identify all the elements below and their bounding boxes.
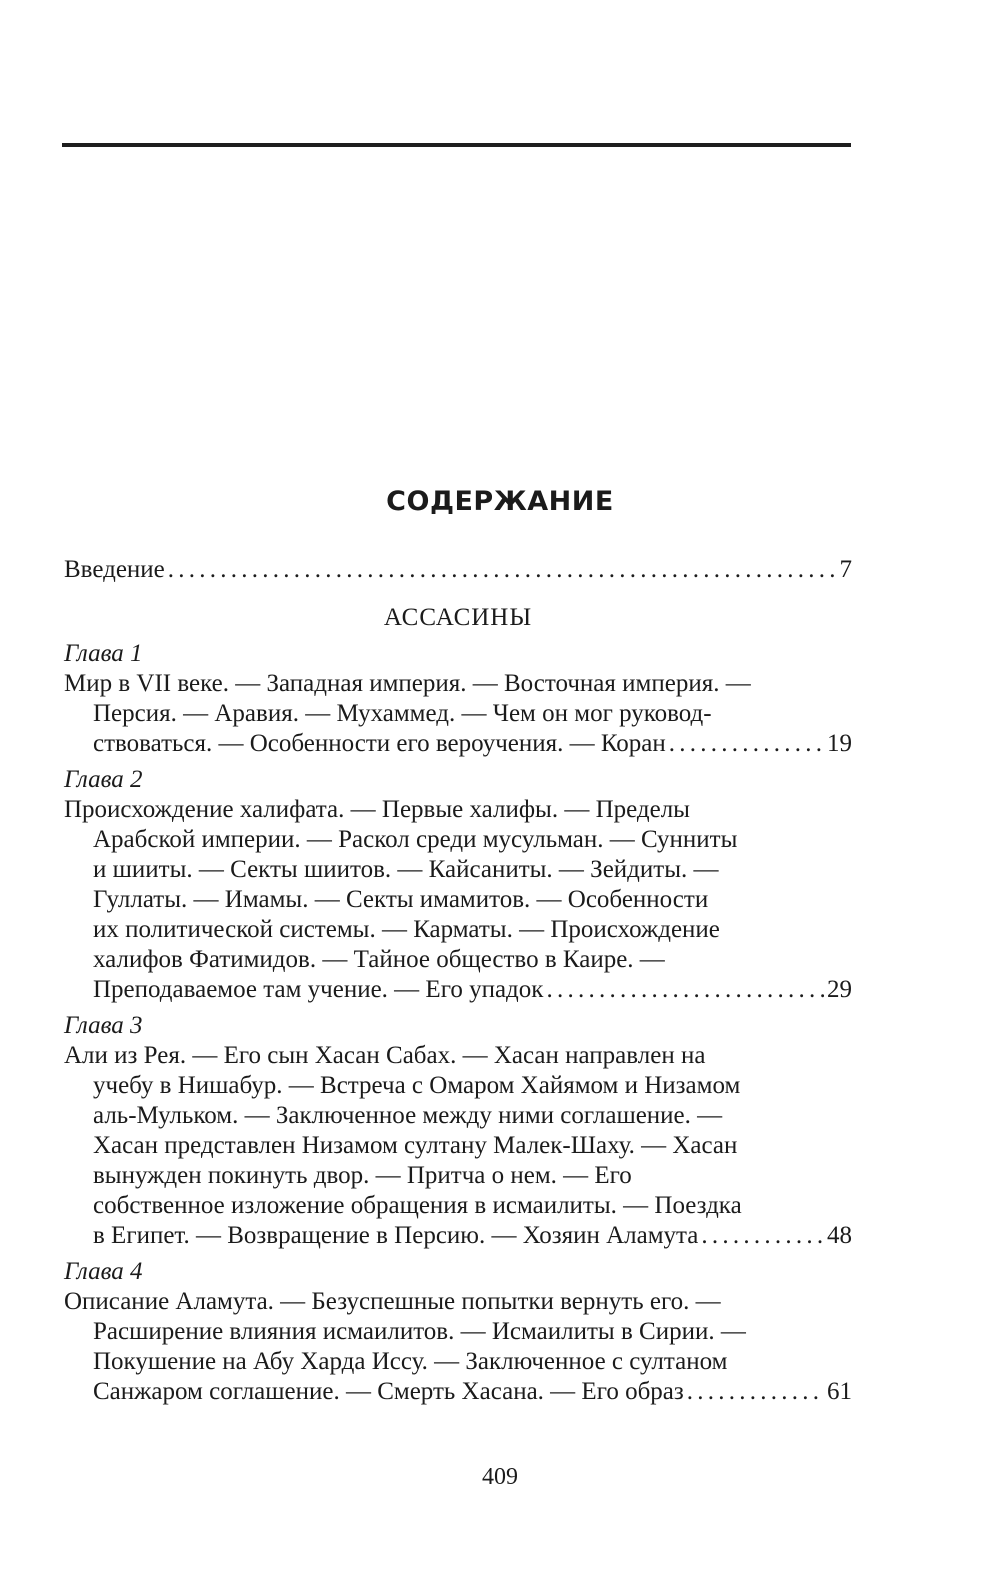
chapter-line: Расширение влияния исмаилитов. — Исмаилиты в Сирии. — bbox=[93, 1318, 746, 1345]
chapter-line-text: ствоваться. — Особенности его вероучения. — Коран bbox=[93, 730, 666, 757]
toc-entry-page: 19 bbox=[827, 730, 852, 757]
chapter-line-last bbox=[64, 729, 852, 759]
chapter-label: Глава 4 bbox=[64, 1258, 143, 1285]
dot-leader bbox=[669, 729, 824, 759]
toc-entry-page: 29 bbox=[827, 976, 852, 1003]
chapter-line: Хасан представлен Низамом султану Малек-Шаху. — Хасан bbox=[93, 1132, 738, 1159]
page-title: СОДЕРЖАНИЕ bbox=[386, 486, 614, 517]
dot-leader bbox=[701, 1221, 824, 1251]
part-title: АССАСИНЫ bbox=[383, 604, 533, 631]
chapter-line: Покушение на Абу Харда Иссу. — Заключенное с султаном bbox=[93, 1348, 728, 1375]
dot-leader bbox=[687, 1377, 824, 1407]
toc-chapter-4[interactable] bbox=[64, 1257, 852, 1407]
chapter-line: аль-Мульком. — Заключенное между ними соглашение. — bbox=[93, 1102, 723, 1129]
chapter-line: Гуллаты. — Имамы. — Секты имамитов. — Особенности bbox=[93, 886, 709, 913]
toc-entry-page: 48 bbox=[827, 1222, 852, 1249]
chapter-label: Глава 2 bbox=[64, 766, 143, 793]
chapter-line: Арабской империи. — Раскол среди мусульман. — Сунниты bbox=[93, 826, 738, 853]
chapter-line-last bbox=[64, 1221, 852, 1251]
chapter-line-text: Преподаваемое там учение. — Его упадок bbox=[93, 976, 544, 1003]
chapter-line: их политической системы. — Карматы. — Происхождение bbox=[93, 916, 720, 943]
toc-entry-label: Введение bbox=[64, 556, 165, 583]
chapter-line: Мир в VII веке. — Западная империя. — Восточная империя. — bbox=[64, 670, 751, 697]
chapter-line-text: Санжаром соглашение. — Смерть Хасана. — Его образ bbox=[93, 1378, 684, 1405]
page-number: 409 bbox=[482, 1464, 518, 1490]
dot-leader bbox=[546, 975, 824, 1005]
chapter-line: Описание Аламута. — Безуспешные попытки вернуть его. — bbox=[64, 1288, 721, 1315]
chapter-line: Али из Рея. — Его сын Хасан Сабах. — Хасан направлен на bbox=[64, 1042, 706, 1069]
table-of-contents bbox=[64, 555, 852, 1413]
toc-entry-page: 7 bbox=[839, 556, 852, 583]
dot-leader bbox=[168, 555, 837, 585]
chapter-line-last bbox=[64, 975, 852, 1005]
toc-entry-page: 61 bbox=[827, 1378, 852, 1405]
chapter-line-text: в Египет. — Возвращение в Персию. — Хозяин Аламута bbox=[93, 1222, 699, 1249]
toc-entry-intro[interactable] bbox=[64, 555, 852, 593]
chapter-line-last bbox=[64, 1377, 852, 1407]
toc-chapter-2[interactable] bbox=[64, 765, 852, 1005]
chapter-line: учебу в Нишабур. — Встреча с Омаром Хайямом и Низамом bbox=[93, 1072, 741, 1099]
chapter-label: Глава 3 bbox=[64, 1012, 143, 1039]
toc-chapter-3[interactable] bbox=[64, 1011, 852, 1251]
chapter-line: вынужден покинуть двор. — Притча о нем. — Его bbox=[93, 1162, 632, 1189]
toc-chapter-1[interactable] bbox=[64, 639, 852, 759]
top-rule bbox=[62, 143, 851, 147]
chapter-label: Глава 1 bbox=[64, 640, 143, 667]
chapter-line: собственное изложение обращения в исмаилиты. — Поездка bbox=[93, 1192, 742, 1219]
chapter-line: Персия. — Аравия. — Мухаммед. — Чем он мог руковод- bbox=[93, 700, 712, 727]
chapter-line: Происхождение халифата. — Первые халифы. — Пределы bbox=[64, 796, 690, 823]
chapter-line: халифов Фатимидов. — Тайное общество в Каире. — bbox=[93, 946, 665, 973]
chapter-line: и шииты. — Секты шиитов. — Кайсаниты. — Зейдиты. — bbox=[93, 856, 719, 883]
